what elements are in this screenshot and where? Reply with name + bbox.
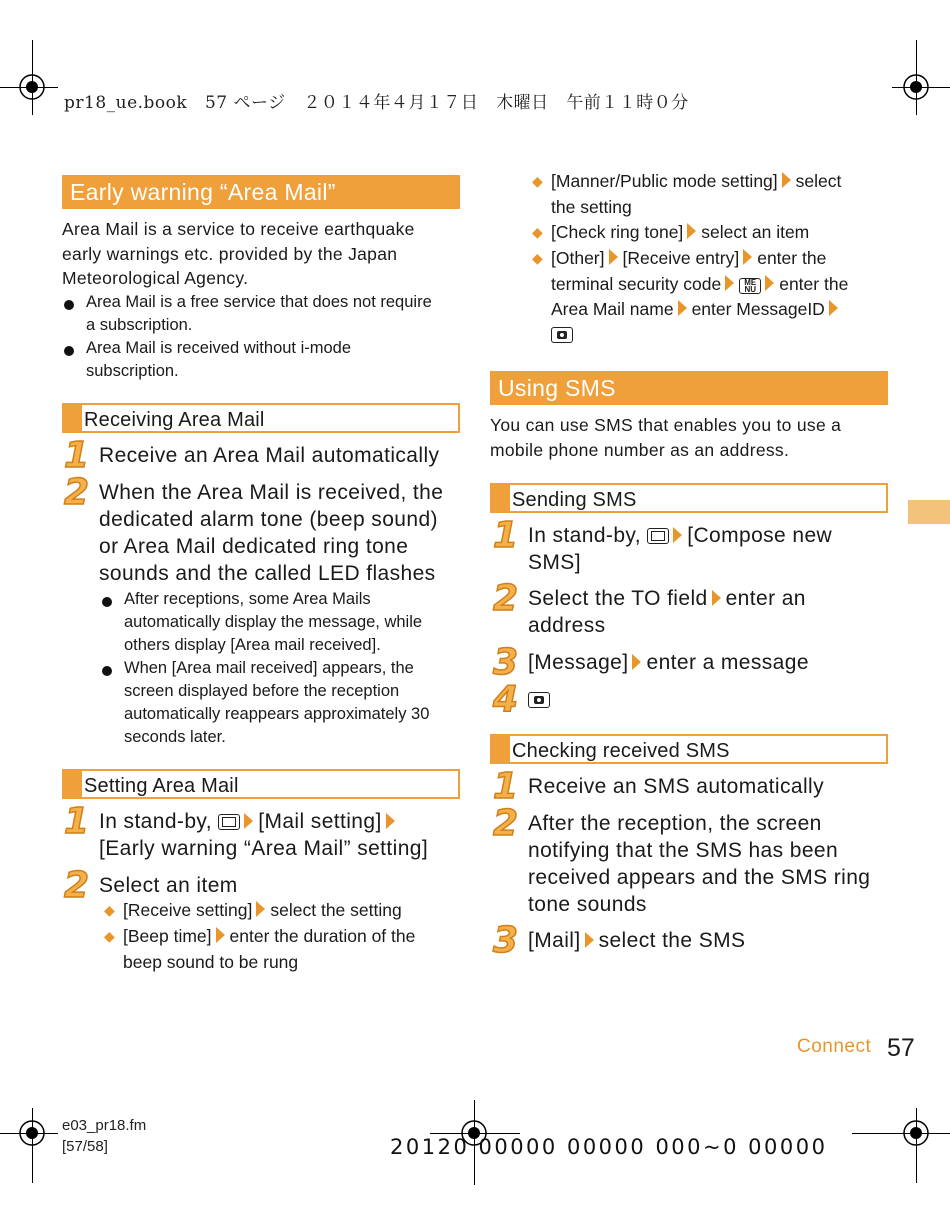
chapter-side-tab xyxy=(908,500,950,524)
option-item: ◆ [Manner/Public mode setting] select the setting xyxy=(532,171,842,217)
section-title: Early warning “Area Mail” xyxy=(62,175,460,209)
bullet-item: Area Mail is received without i-mode subscription. xyxy=(64,337,464,383)
arrow-icon xyxy=(725,275,734,291)
subsection-title: Receiving Area Mail xyxy=(62,403,460,433)
arrow-icon xyxy=(256,901,265,917)
note-item: After receptions, some Area Mails automatically display the message, while others display [Area mail received]. xyxy=(102,588,462,658)
footer-pages: [57/58] xyxy=(62,1138,108,1155)
step-text: After the reception, the screen notifying that the SMS has been received appears and the SMS ring tone sounds xyxy=(528,812,871,916)
mail-key-icon xyxy=(647,528,669,544)
bullet-item: Area Mail is a free service that does not require a subscription. xyxy=(64,291,464,337)
arrow-icon xyxy=(829,300,838,316)
step-number: 2 xyxy=(493,803,519,844)
step-text: Receive an Area Mail automatically xyxy=(99,444,440,467)
arrow-icon xyxy=(687,223,696,239)
camera-key-icon xyxy=(528,692,550,708)
camera-key-icon xyxy=(551,327,573,343)
section-name: Connect xyxy=(797,1036,872,1057)
step-text: In stand-by, [Compose new SMS] xyxy=(528,524,833,574)
note-item: When [Area mail received] appears, the screen displayed before the reception automatically reappears approximately 30 seconds later. xyxy=(102,657,462,749)
option-item: ◆ [Receive setting] select the setting xyxy=(104,900,402,920)
arrow-icon xyxy=(609,249,618,265)
intro-text: Area Mail is a service to receive earthquake early warnings etc. provided by the Japan Meteorological Agency. xyxy=(62,219,415,288)
section-title: Using SMS xyxy=(490,371,888,405)
step-number: 1 xyxy=(64,435,90,476)
arrow-icon xyxy=(244,813,253,829)
print-header: pr18_ue.book 57 ページ ２０１４年４月１７日 木曜日 午前１１時０分 xyxy=(64,93,689,113)
arrow-icon xyxy=(632,654,641,670)
subsection-title: Setting Area Mail xyxy=(62,769,460,799)
step-text: Receive an SMS automatically xyxy=(528,775,824,798)
option-item: ◆ [Other] [Receive entry] enter the terminal security code ME NU enter the Area Mail name enter MessageID xyxy=(532,246,892,350)
step-text: [Message] enter a message xyxy=(528,651,809,674)
step-number: 2 xyxy=(64,472,90,513)
arrow-icon xyxy=(673,527,682,543)
arrow-icon xyxy=(782,172,791,188)
print-code: 20120 00000 00000 000~0 00000 xyxy=(390,1135,828,1159)
registration-mark-icon xyxy=(899,1116,933,1150)
intro-text: You can use SMS that enables you to use a mobile phone number as an address. xyxy=(490,415,842,460)
arrow-icon xyxy=(712,590,721,606)
step-number: 1 xyxy=(493,766,519,807)
footer-file: e03_pr18.fm xyxy=(62,1117,147,1134)
option-item: ◆ [Beep time] enter the duration of the beep sound to be rung xyxy=(104,926,416,972)
arrow-icon xyxy=(678,300,687,316)
arrow-icon xyxy=(765,275,774,291)
arrow-icon xyxy=(386,813,395,829)
page-number: 57 xyxy=(887,1034,915,1062)
registration-mark-icon xyxy=(899,70,933,104)
mail-key-icon xyxy=(218,814,240,830)
step-text xyxy=(528,686,550,713)
arrow-icon xyxy=(216,927,225,943)
step-text: Select the TO field enter an address xyxy=(528,587,806,637)
step-number: 2 xyxy=(493,578,519,619)
step-number: 3 xyxy=(493,920,519,961)
step-text: Select an item xyxy=(99,874,238,897)
step-text: [Mail] select the SMS xyxy=(528,929,746,952)
option-item: ◆ [Check ring tone] select an item xyxy=(532,222,810,242)
arrow-icon xyxy=(585,932,594,948)
step-text: In stand-by, [Mail setting] [Early warning “Area Mail” setting] xyxy=(99,810,429,860)
step-number: 1 xyxy=(493,515,519,556)
step-text: When the Area Mail is received, the dedicated alarm tone (beep sound) or Area Mail dedicated ring tone sounds and the called LED flashes xyxy=(99,481,444,585)
registration-mark-icon xyxy=(15,70,49,104)
step-number: 1 xyxy=(64,801,90,842)
subsection-title: Sending SMS xyxy=(490,483,888,513)
step-number: 2 xyxy=(64,865,90,906)
subsection-title: Checking received SMS xyxy=(490,734,888,764)
registration-mark-icon xyxy=(15,1116,49,1150)
step-number: 3 xyxy=(493,642,519,683)
menu-key-icon: ME NU xyxy=(739,278,761,294)
step-number: 4 xyxy=(493,679,519,720)
arrow-icon xyxy=(743,249,752,265)
